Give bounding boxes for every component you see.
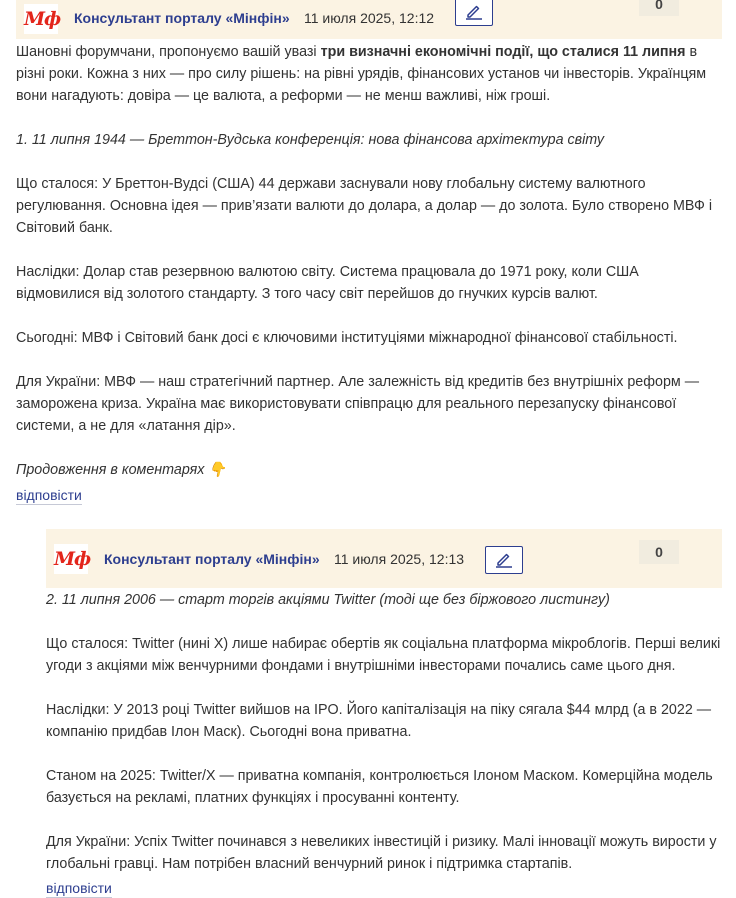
pencil-icon [495, 552, 513, 568]
paragraph: Сьогодні: МВФ і Світовий банк досі є ключовими інституціями міжнародної фінансової стабільності. [16, 330, 678, 346]
post-body [46, 589, 722, 875]
paragraph: Наслідки: Долар став резервною валютою світу. Система працювала до 1971 року, коли США відмовилися від золотого стандарту. З того часу світ перейшов до гнучких курсів валют. [16, 264, 639, 302]
post-body [16, 41, 716, 481]
paragraph: Що сталося: Twitter (нині X) лише набирає обертів як соціальна платформа мікроблогів. Перші великі угоди з акціями між венчурними фондами і внутрішніми інвесторами почались саме цього дня. [46, 636, 721, 674]
intro-text-end: в різні роки. Кожна з них — про силу рішень: на рівні урядів, фінансових установ чи інвесторів. Українцям вони нагадують: довіра — це валюта, а реформи — не менш важливі, ніж гроші. [16, 44, 707, 104]
event-heading: 1. 11 липня 1944 — Бреттон-Вудська конференція: нова фінансова архітектура світу [16, 132, 605, 148]
intro-text: Шановні форумчани, пропонуємо вашій увазі [16, 44, 321, 60]
post-header [16, 0, 722, 39]
edit-button[interactable] [455, 0, 493, 26]
event-heading: 2. 11 липня 2006 — старт торгів акціями Twitter (тоді ще без біржового листингу) [46, 592, 610, 608]
paragraph: Станом на 2025: Twitter/X — приватна компанія, контролюється Ілоном Маском. Комерційна модель базується на рекламі, платних функціях і просуванні контенту. [46, 768, 713, 806]
pencil-icon [465, 4, 483, 20]
paragraph: Для України: Успіх Twitter починався з невеликих інвестицій і ризику. Малі інновації можуть вирости у глобальні гравці. Нам потрібен власний венчурний ринок і підтримка стартапів. [46, 834, 717, 872]
paragraph: Наслідки: У 2013 році Twitter вийшов на IPO. Його капіталізація на піку сягала $44 млрд (а в 2022 — компанію придбав Ілон Маск). Сьогодні вона приватна. [46, 702, 712, 740]
post-date: 11 июля 2025, 12:12 [304, 10, 435, 26]
edit-button[interactable] [485, 546, 523, 574]
reply-link[interactable]: відповісти [16, 487, 82, 503]
author-link[interactable]: Консультант порталу «Мінфін» [104, 551, 320, 567]
minfin-logo: Мф [54, 544, 88, 574]
continuation-note: Продовження в коментарях 👇 [16, 462, 227, 478]
post-date: 11 июля 2025, 12:13 [334, 551, 465, 567]
minfin-logo: Мф [24, 4, 58, 34]
paragraph: Що сталося: У Бреттон-Вудсі (США) 44 держави заснували нову глобальну систему валютного регулювання. Основна ідея — прив’язати валюти до долара, а долар — до золота. Було створено МВФ і Світовий банк. [16, 176, 713, 236]
reply-link[interactable]: відповісти [46, 880, 112, 896]
intro-paragraph [16, 41, 716, 107]
author-link[interactable]: Консультант порталу «Мінфін» [74, 10, 290, 26]
post-header [46, 529, 722, 588]
vote-counter[interactable]: 0 [639, 540, 679, 564]
vote-counter[interactable]: 0 [639, 0, 679, 16]
paragraph: Для України: МВФ — наш стратегічний партнер. Але залежність від кредитів без внутрішніх реформ — заморожена криза. Україна має використовувати співпрацю для реального перезапуску фінансової системи, а не для «латання дір». [16, 374, 700, 434]
intro-highlight: три визначні економічні події, що сталися 11 липня [320, 44, 686, 60]
